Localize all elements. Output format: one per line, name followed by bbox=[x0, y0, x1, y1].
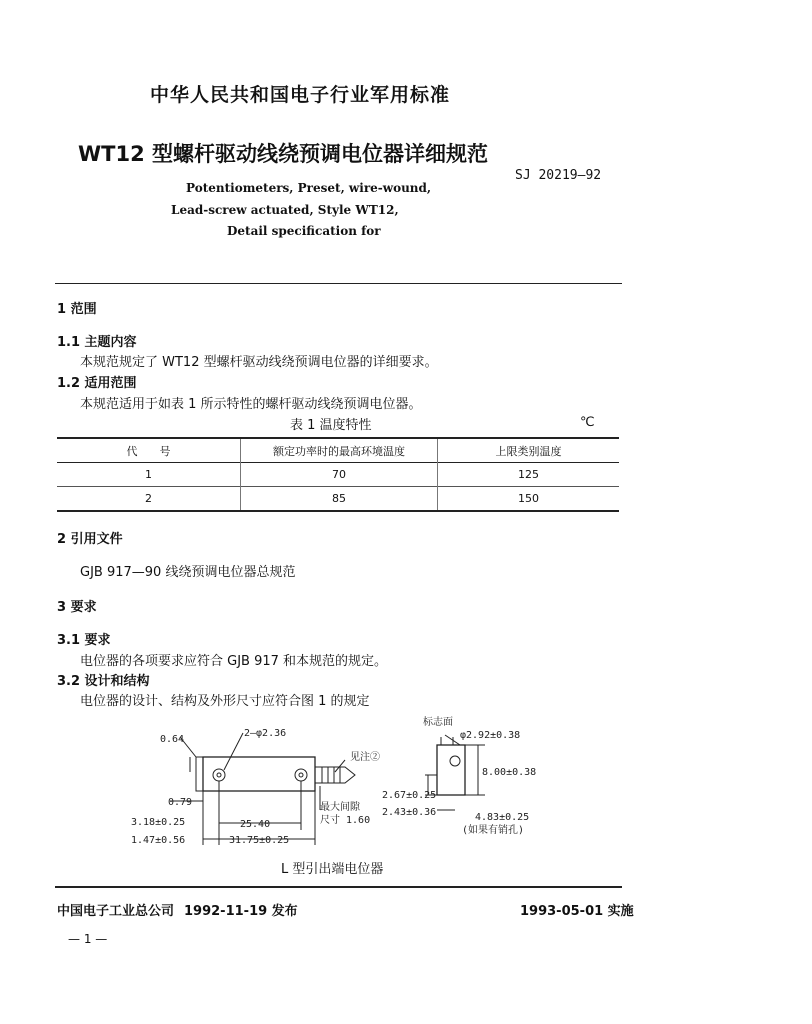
table-header-max-ambient: 额定功率时的最高环境温度 bbox=[241, 438, 438, 463]
dim-label: 31.75±0.25 bbox=[229, 835, 290, 846]
dim-label: (如果有销孔) bbox=[462, 825, 525, 836]
l-type-lead bbox=[196, 757, 203, 791]
english-title-line-2: Lead-screw actuated, Style WT12, bbox=[171, 203, 399, 217]
mounting-hole-left bbox=[213, 769, 225, 781]
dim-label: 0.79 bbox=[168, 797, 193, 808]
figure-caption: L 型引出端电位器 bbox=[281, 862, 384, 877]
table-cell: 85 bbox=[241, 487, 438, 512]
section-3-1-text: 电位器的各项要求应符合 GJB 917 和本规范的规定。 bbox=[80, 654, 388, 669]
section-1-heading: 1 范围 bbox=[57, 302, 97, 317]
table-cell: 150 bbox=[438, 487, 620, 512]
effective-date: 1993-05-01 实施 bbox=[520, 904, 634, 919]
potentiometer-body bbox=[203, 757, 315, 791]
dim-label: 2.43±0.36 bbox=[382, 807, 437, 818]
dim-label: 25.40 bbox=[240, 819, 271, 830]
english-title-line-1: Potentiometers, Preset, wire-wound, bbox=[186, 181, 432, 195]
document-title: WT12 型螺杆驱动线绕预调电位器详细规范 bbox=[78, 142, 489, 166]
standard-title: 中华人民共和国电子行业军用标准 bbox=[150, 84, 451, 106]
section-3-heading: 3 要求 bbox=[57, 600, 97, 615]
dim-label: 最大间隙 bbox=[320, 802, 360, 813]
lead-screw bbox=[315, 767, 355, 783]
table-cell: 1 bbox=[145, 468, 152, 481]
table-1-caption: 表 1 温度特性 bbox=[290, 418, 372, 433]
dim-label: 见注② bbox=[350, 752, 380, 763]
section-3-2-heading: 3.2 设计和结构 bbox=[57, 674, 150, 689]
side-view-hole bbox=[450, 756, 460, 766]
dim-label: 1.47±0.56 bbox=[131, 835, 186, 846]
footer-rule bbox=[55, 886, 622, 888]
section-1-1-text: 本规范规定了 WT12 型螺杆驱动线绕预调电位器的详细要求。 bbox=[80, 355, 438, 370]
dim-label: 4.83±0.25 bbox=[475, 812, 530, 823]
dim-label: 尺寸 1.60 bbox=[320, 815, 371, 826]
dim-label: 2—φ2.36 bbox=[244, 728, 287, 739]
issuer: 中国电子工业总公司 bbox=[57, 904, 175, 919]
page-number: — 1 — bbox=[68, 932, 108, 946]
mounting-hole-left-center bbox=[217, 773, 221, 777]
section-1-1-heading: 1.1 主题内容 bbox=[57, 335, 137, 350]
side-view-body bbox=[437, 745, 465, 795]
table-cell: 2 bbox=[145, 492, 152, 505]
section-1-2-heading: 1.2 适用范围 bbox=[57, 376, 137, 391]
section-3-1-heading: 3.1 要求 bbox=[57, 633, 111, 648]
mounting-hole-right bbox=[295, 769, 307, 781]
table-1-unit: ℃ bbox=[580, 415, 595, 430]
dim-label: 3.18±0.25 bbox=[131, 817, 186, 828]
dim-label: 8.00±0.38 bbox=[482, 767, 537, 778]
section-1-2-text: 本规范适用于如表 1 所示特性的螺杆驱动线绕预调电位器。 bbox=[80, 397, 422, 412]
table-header-code: 代 号 bbox=[126, 444, 171, 458]
section-3-2-text: 电位器的设计、结构及外形尺寸应符合图 1 的规定 bbox=[80, 694, 370, 709]
english-title-line-3: Detail specification for bbox=[227, 224, 381, 238]
table-cell: 70 bbox=[241, 463, 438, 487]
standard-number: SJ 20219—92 bbox=[515, 168, 602, 183]
mounting-hole-right-center bbox=[299, 773, 303, 777]
leader-line bbox=[224, 733, 243, 770]
dim-label: 标志面 bbox=[423, 717, 453, 728]
issue-date: 1992-11-19 发布 bbox=[184, 904, 298, 919]
dim-label: 0.64 bbox=[160, 734, 185, 745]
table-header-upper-category: 上限类别温度 bbox=[438, 438, 620, 463]
section-2-heading: 2 引用文件 bbox=[57, 532, 123, 547]
dim-label: φ2.92±0.38 bbox=[460, 730, 521, 741]
dim-label: 2.67±0.25 bbox=[382, 790, 437, 801]
table-cell: 125 bbox=[438, 463, 620, 487]
section-2-reference: GJB 917—90 线绕预调电位器总规范 bbox=[80, 565, 296, 580]
